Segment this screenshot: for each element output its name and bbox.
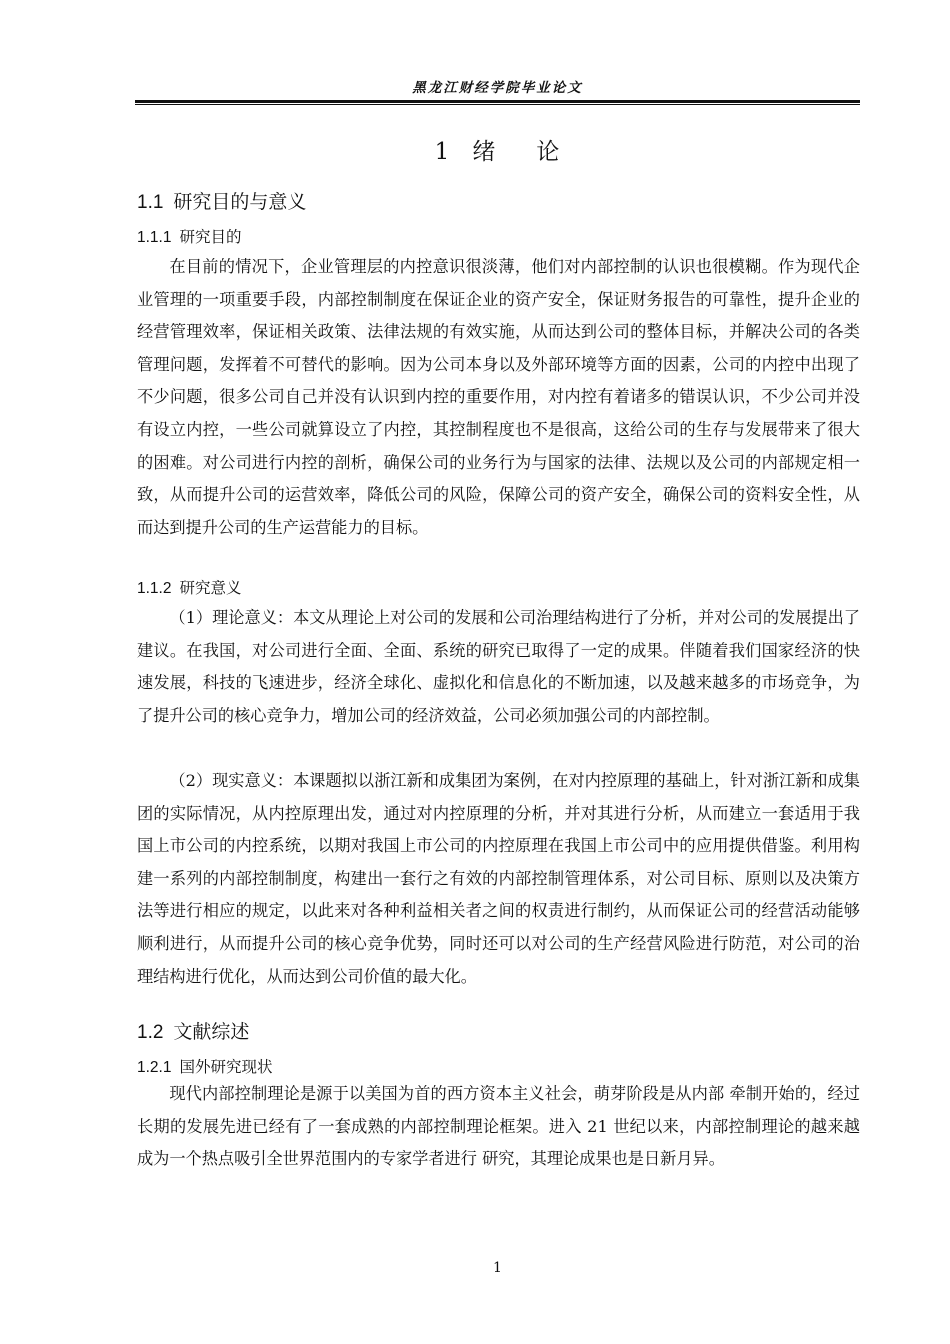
chapter-title xyxy=(135,136,860,168)
subsection-number: 1.1.2 xyxy=(137,580,172,597)
chapter-title-char-1: 绪 xyxy=(472,139,497,165)
subsection-number: 1.2.1 xyxy=(137,1059,172,1076)
section-title: 研究目的与意义 xyxy=(173,191,307,213)
section-heading-1-2 xyxy=(137,1019,249,1046)
section-number: 1.1 xyxy=(137,192,164,213)
paragraph-practical-significance: （2）现实意义：本课题拟以浙江新和成集团为案例，在对内控原理的基础上，针对浙江新和成集团的实际情况，从内控原理出发，通过对内控原理的分析，并对其进行分析，从而建立一套适用于我国上市公司的内控系统，以期对我国上市公司的内控原理在我国上市公司中的应用提供借鉴。利用构建一系列的内部控制制度，构建出一套行之有效的内部控制管理体系，对公司目标、原则以及决策方法等进行相应的规定，以此来对各种利益相关者之间的权责进行制约，从而保证公司的经营活动能够顺利进行，从而提升公司的核心竞争优势，同时还可以对公司的生产经营风险进行防范，对公司的治理结构进行优化，从而达到公司价值的最大化。 xyxy=(137,771,860,986)
section-number: 1.2 xyxy=(137,1022,164,1043)
subsection-number: 1.1.1 xyxy=(137,229,172,246)
subsection-heading-1-2-1 xyxy=(137,1056,273,1079)
subsection-heading-1-1-2 xyxy=(137,577,242,600)
running-header: 黑龙江财经学院毕业论文 xyxy=(412,80,583,96)
subsection-title: 国外研究现状 xyxy=(179,1058,273,1076)
paragraph-foreign-research: 现代内部控制理论是源于以美国为首的西方资本主义社会，萌芽阶段是从内部 牵制开始的，经过长期的发展先进已经有了一套成熟的内部控制理论框架。进入 21 世纪以来，内部控制理论的越来越成为一个热点吸引全世界范围内的专家学者进行 研究，其理论成果也是日新月异。 xyxy=(137,1084,860,1169)
paragraph-research-purpose: 在目前的情况下，企业管理层的内控意识很淡薄，他们对内部控制的认识也很模糊。作为现代企业管理的一项重要手段，内部控制制度在保证企业的资产安全，保证财务报告的可靠性，提升企业的经营管理效率，保证相关政策、法律法规的有效实施，从而达到公司的整体目标，并解决公司的各类管理问题，发挥着不可替代的影响。因为公司本身以及外部环境等方面的因素，公司的内控中出现了不少问题，很多公司自己并没有认识到内控的重要作用，对内控有着诸多的错误认识，不少公司并没有设立内控，一些公司就算设立了内控，其控制程度也不是很高，这给公司的生存与发展带来了很大的困难。对公司进行内控的剖析，确保公司的业务行为与国家的法律、法规以及公司的内部规定相一致，从而提升公司的运营效率，降低公司的风险，保障公司的资产安全，确保公司的资料安全性，从而达到提升公司的生产运营能力的目标。 xyxy=(137,257,860,537)
paragraph-theoretical-significance: （1）理论意义：本文从理论上对公司的发展和公司治理结构进行了分析，并对公司的发展提出了建议。在我国，对公司进行全面、全面、系统的研究已取得了一定的成果。伴随着我们国家经济的快速发展，科技的飞速进步，经济全球化、虚拟化和信息化的不断加速，以及越来越多的市场竞争，为了提升公司的核心竞争力，增加公司的经济效益，公司必须加强公司的内部控制。 xyxy=(137,608,860,725)
chapter-title-char-2: 论 xyxy=(536,139,561,165)
header-rule xyxy=(135,100,860,105)
subsection-heading-1-1-1 xyxy=(137,226,242,249)
section-title: 文献综述 xyxy=(173,1021,250,1043)
page-number: 1 xyxy=(493,1260,502,1276)
chapter-number: 1 xyxy=(434,139,451,165)
section-heading-1-1 xyxy=(137,189,306,216)
subsection-title: 研究目的 xyxy=(179,228,242,246)
subsection-title: 研究意义 xyxy=(179,579,242,597)
